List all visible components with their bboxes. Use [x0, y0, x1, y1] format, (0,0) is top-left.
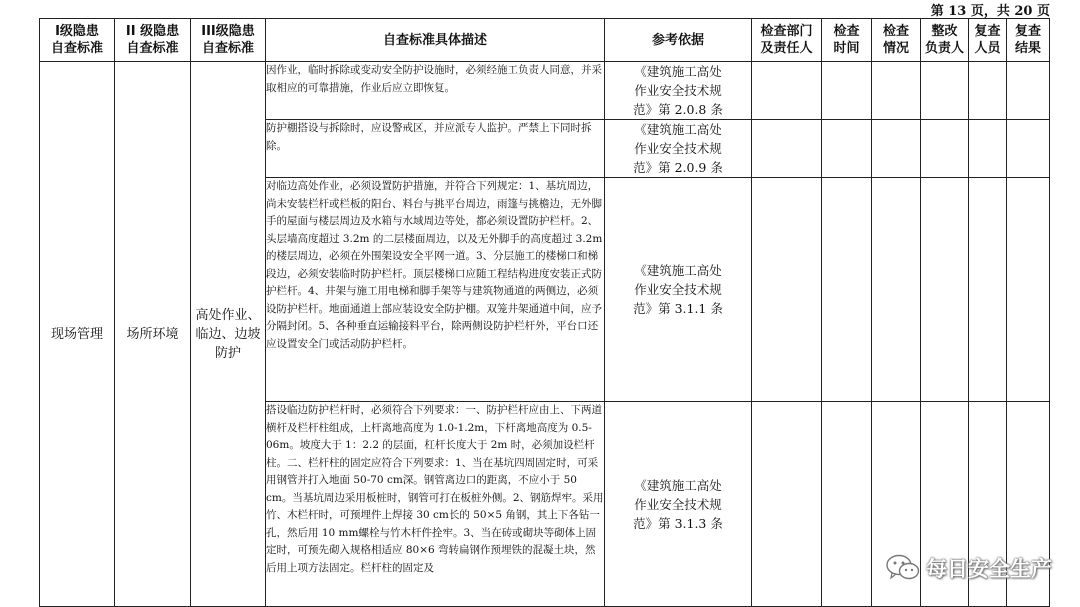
level2-category-cell: 场所环境 — [115, 62, 191, 607]
empty-cell[interactable] — [752, 402, 822, 607]
description-cell: 防护棚搭设与拆除时，应设警戒区，并应派专人监护。严禁上下同时拆除。 — [266, 120, 605, 178]
header-level2: II 级隐患 自查标准 — [115, 19, 191, 62]
hazard-checklist-table — [39, 18, 1050, 607]
empty-cell[interactable] — [1007, 178, 1050, 402]
reference-cell: 《建筑施工高处 作业安全技术规 范》第 3.1.1 条 — [605, 178, 752, 402]
empty-cell[interactable] — [752, 62, 822, 120]
empty-cell[interactable] — [872, 120, 921, 178]
empty-cell[interactable] — [752, 120, 822, 178]
wechat-icon — [886, 554, 920, 582]
description-cell: 对临边高处作业，必须设置防护措施，并符合下列规定：1、基坑周边，尚未安装栏杆或栏板的阳台、料台与挑平台周边，雨篷与挑檐边，无外脚手的屋面与楼层周边及水箱与水域周边等处，都必须设置防护栏杆。2、头层墙高度超过 3.2m 的二层楼面周边，以及无外脚手的高度超过 3.2m 的楼层周边，必须在外围架设安全平网一道。3、分层施工的楼梯口和梯段边，必须安装临时防护栏杆。顶层楼梯口应随工程结构进度安装正式防护栏杆。4、井架与施工用电梯和脚手架等与建筑物通道的两侧边，必须设防护栏杆。地面通道上部应装设安全防护棚。双笼井架通道中间，应予分隔封闭。5、各种垂直运输接料平台，除两侧设防护栏杆外，平台口还应设置安全门或活动防护栏杆。 — [266, 178, 605, 402]
empty-cell[interactable] — [1007, 62, 1050, 120]
empty-cell[interactable] — [822, 62, 872, 120]
header-reference: 参考依据 — [605, 19, 752, 62]
header-dept: 检查部门 及责任人 — [752, 19, 822, 62]
page-indicator: 第 13 页，共 20 页 — [930, 4, 1050, 19]
empty-cell[interactable] — [822, 120, 872, 178]
header-rectify: 整改 负责人 — [921, 19, 969, 62]
header-reviewer: 复查 人员 — [969, 19, 1007, 62]
empty-cell[interactable] — [969, 178, 1007, 402]
empty-cell[interactable] — [969, 120, 1007, 178]
empty-cell[interactable] — [822, 178, 872, 402]
header-result: 复查 结果 — [1007, 19, 1050, 62]
description-cell: 搭设临边防护栏杆时，必须符合下列要求：一、防护栏杆应由上、下两道横杆及栏杆柱组成，上杆离地高度为 1.0-1.2m，下杆离地高度为 0.5-06m。坡度大于 1：2.2 的层面，杠杆长度大于 2m 时，必须加设栏杆柱。二、栏杆柱的固定应符合下列要求：1、当在基坑四周固定时，可采用钢管并打入地面 50-70 cm深。钢管离边口的距离，不应小于 50 cm。当基坑周边采用板桩时，钢管可打在板桩外侧。2、钢筋焊牢。采用竹、木栏杆时，可预埋件上焊接 30 cm长的 50×5 角钢，其上下各钻一孔，然后用 10 mm螺栓与竹木杆件拴牢。3、当在砖或砌块等砌体上固定时，可预先砌入规格相适应 80×6 弯转扁钢作预埋铁的混凝土块，然后用上项方法固定。栏杆柱的固定及 — [266, 402, 605, 607]
header-level1: Ⅰ级隐患 自查标准 — [40, 19, 115, 62]
level3-category-cell: 高处作业、 临边、边坡 防护 — [191, 62, 266, 607]
reference-cell: 《建筑施工高处 作业安全技术规 范》第 3.1.3 条 — [605, 402, 752, 607]
header-time: 检查 时间 — [822, 19, 872, 62]
empty-cell[interactable] — [1007, 120, 1050, 178]
reference-cell: 《建筑施工高处 作业安全技术规 范》第 2.0.9 条 — [605, 120, 752, 178]
reference-cell: 《建筑施工高处 作业安全技术规 范》第 2.0.8 条 — [605, 62, 752, 120]
table-row — [40, 62, 1050, 120]
empty-cell[interactable] — [921, 62, 969, 120]
header-level3: III级隐患 自查标准 — [191, 19, 266, 62]
watermark — [886, 553, 1052, 583]
empty-cell[interactable] — [872, 62, 921, 120]
header-row — [40, 19, 1050, 62]
level1-category-cell: 现场管理 — [40, 62, 115, 607]
empty-cell[interactable] — [752, 178, 822, 402]
header-status: 检查 情况 — [872, 19, 921, 62]
empty-cell[interactable] — [921, 178, 969, 402]
watermark-text: 每日安全生产 — [926, 557, 1052, 581]
description-cell: 因作业，临时拆除或变动安全防护设施时，必须经施工负责人同意，并采取相应的可靠措施，作业后应立即恢复。 — [266, 62, 605, 120]
empty-cell[interactable] — [969, 62, 1007, 120]
empty-cell[interactable] — [822, 402, 872, 607]
empty-cell[interactable] — [921, 120, 969, 178]
header-description: 自查标准具体描述 — [266, 19, 605, 62]
empty-cell[interactable] — [872, 178, 921, 402]
